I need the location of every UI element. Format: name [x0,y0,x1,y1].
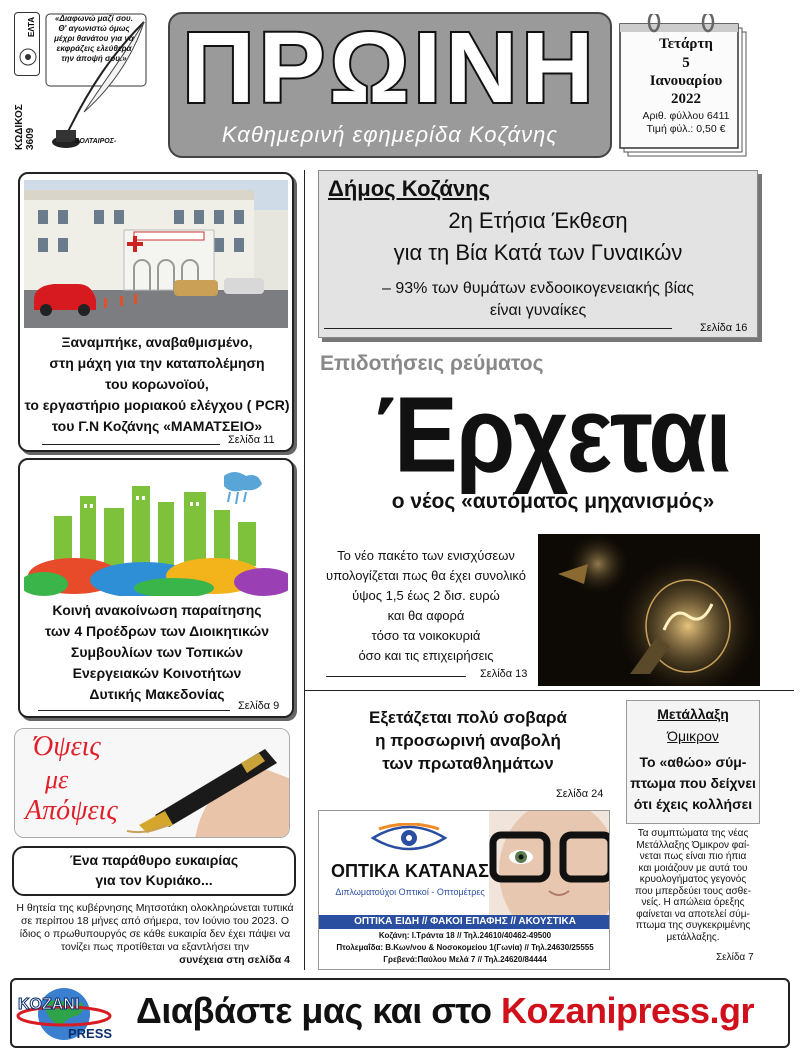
omicron-body-line: και μοιάζουν με αυτά του [638,862,748,874]
opinions-title-3: Απόψεις [25,795,118,826]
date-day: Τετάρτη [659,36,713,52]
date-month: Ιανουαρίου [649,73,723,89]
optics-address-grevena: Γρεβενά:Παύλου Μελά 7 // Τηλ.24620/84444 [383,955,547,964]
newspaper-title: ΠΡΩΙΝΗ [182,12,598,124]
sunday-article-box[interactable] [12,846,296,896]
energy-headline-line: Ενεργειακών Κοινοτήτων [72,665,242,681]
footer-text [136,990,754,1032]
hospital-article-card[interactable] [18,172,294,452]
sports-headline-line: η προσωρινή αναβολή [375,731,561,750]
opinions-panel[interactable] [14,728,290,838]
hospital-headline-line: του κορωνοϊού, [105,376,209,392]
electricity-body-line: υπολογίζεται πως θα έχει συνολικό [326,568,526,583]
optics-address-ptolemaida: Πτολεμαΐδα: Β.Κων/νου & Νοσοκομείου 1(Γωνία) // Τηλ.24630/25555 [336,943,594,952]
light-bulb-photo [538,534,760,686]
section-divider [304,690,794,691]
electricity-subhead: ο νέος «αυτόματος μηχανισμός» [391,490,715,513]
hospital-headline-line: του Γ.Ν Κοζάνης «ΜΑΜΑΤΣΕΙΟ» [51,418,263,434]
omicron-body-line: πτωμα της συγκεκριμένης [635,920,751,931]
eye-logo-icon [369,823,449,853]
omicron-body-line: που μπερδεύει τους ασθε- [634,885,752,897]
divider [42,444,220,445]
energy-article-card[interactable] [18,458,294,718]
page-reference: Σελίδα 7 [716,952,754,963]
logo-text-top: KOZANI [18,996,80,1013]
code-label: ΚΩΔΙΚΟΣ 3609 [14,104,36,150]
electricity-body-line: και θα αφορά [387,608,465,623]
omicron-headline-line: πτωμα που δείχνει [630,775,756,791]
footer-text-prefix: Διαβάστε μας και στο [136,990,501,1031]
masthead [0,0,800,165]
page-reference: Σελίδα 11 [228,434,275,446]
electricity-body-line: τόσο τα νοικοκυριά [371,628,481,643]
omicron-body-line: κρυολογήματος γεγονός [639,874,747,885]
page-reference: Σελίδα 16 [700,322,748,334]
omicron-body-line: μετάλλαξης. [666,931,720,943]
date-year: 2022 [671,91,701,107]
divider [324,328,672,329]
omicron-body-line: Τα συμπτώματα της νέας [637,828,749,839]
page-reference: Σελίδα 9 [238,700,280,712]
green-city-illustration [24,466,288,596]
optics-services: ΟΠΤΙΚΑ ΕΙΔΗ // ΦΑΚΟΙ ΕΠΑΦΗΣ // ΑΚΟΥΣΤΙΚΑ [319,915,610,929]
omicron-body-line: Μετάλλαξης Όμικρον φαί- [636,839,750,851]
omicron-body-line: φαίνεται να αποτελεί σύμ- [636,908,750,920]
dimos-kicker: Δήμος Κοζάνης [328,176,491,201]
footer-banner[interactable] [10,978,790,1048]
optics-tagline: Διπλωματούχοι Οπτικοί - Οπτομέτρες [335,887,485,897]
hospital-headline-line: το εργαστήριο μοριακού ελέγχου ( PCR) [24,397,290,413]
energy-headline-line: των 4 Προέδρων των Διοικητικών [44,623,269,639]
electricity-body-line: Το νέο πακέτο των ενισχύσεων [337,548,515,563]
sports-headline-line: Εξετάζεται πολύ σοβαρά [369,708,567,727]
dimos-headline-1: 2η Ετήσια Έκθεση [448,208,628,233]
energy-headline-line: Συμβουλίων των Τοπικών [70,644,244,660]
opinions-title-1: Όψεις [33,731,101,762]
page-reference: Σελίδα 24 [556,788,604,800]
woman-glasses-photo [489,811,610,915]
dimos-sub-1: – 93% των θυμάτων ενδοοικογενειακής βίας [382,280,694,297]
omicron-headline-line: Το «αθώο» σύμ- [639,754,747,770]
sunday-body: Η θητεία της κυβέρνησης Μητσοτάκη ολοκληρώνεται τυπικά σε περίπου 18 μήνες από σήμερα, τον Ιούνιο του 2023. Ο ίδιος ο πρωθυπουργός σε κάθε ευκαιρία δεν έχει πάψει να τονίζει πως προτίθεται να εξαντλήσει την [16,902,294,953]
dimos-sub-2: είναι γυναίκες [489,302,587,319]
energy-headline-line: Κοινή ανακοίνωση παραίτησης [52,602,262,618]
issue-number: Αριθ. φύλλου 6411 [642,110,730,122]
date-number: 5 [682,55,690,71]
optics-brand: ΟΠΤΙΚΑ ΚΑΤΑΝΑΣ [331,861,489,881]
column-divider [304,170,305,970]
page-reference: Σελίδα 13 [480,668,528,680]
energy-headline-line: Δυτικής Μακεδονίας [89,686,225,702]
opinions-title-2: με [45,765,69,794]
elta-stamp [14,12,40,76]
omicron-headline-line: ότι έχεις κολλήσει [633,796,753,812]
electricity-kicker: Επιδοτήσεις ρεύματος [320,352,544,375]
sunday-headline-line: για τον Κυριάκο... [95,872,213,888]
quote-text: «Διαφωνώ μαζί σου. Θ' αγωνιστώ όμως μέχρι θανάτου για να εκφράζεις ελεύθερα την άποψή σου.» [54,14,134,63]
electricity-body-line: ύψος 1,5 έως 2 δισ. ευρώ [352,588,500,603]
quote-author: -ΒΟΛΤΑΙΡΟΣ- [72,138,117,145]
hospital-photo [24,180,288,328]
omicron-kicker-1: Μετάλλαξη [657,706,729,722]
divider [38,710,230,711]
omicron-body-line: νείς. Η απώλεια όρεξης [641,897,745,908]
optics-address-kozani: Κοζάνη: Ι.Τράντα 18 // Τηλ.24610/40462-49500 [378,931,552,940]
omicron-body-line: νεται πως είναι πιο ήπια [639,851,747,862]
sunday-continued[interactable]: συνέχεια στη σελίδα 4 [179,954,290,966]
electricity-body-line: όσο και τις επιχειρήσεις [358,648,494,663]
omicron-kicker-2: Όμικρον [667,728,719,744]
stamp-icon [15,13,41,77]
sunday-headline-line: Ένα παράθυρο ευκαιρίας [69,852,239,868]
sports-headline-line: των πρωταθλημάτων [382,754,554,773]
newspaper-subtitle: Καθημερινή εφημερίδα Κοζάνης [221,122,559,147]
dimos-headline-2: για τη Βία Κατά των Γυναικών [393,240,683,265]
divider [326,676,466,677]
hospital-headline-line: στη μάχη για την καταπολέμηση [49,355,265,371]
hospital-headline-line: Ξαναμπήκε, αναβαθμισμένο, [61,334,253,350]
footer-site-link[interactable]: Kozanipress.gr [500,990,755,1031]
logo-text-bottom: PRESS [68,1026,113,1041]
issue-price: Τιμή φύλ.: 0,50 € [646,123,726,135]
electricity-headline: Έρχεται [376,375,730,495]
optics-advertisement[interactable] [318,810,610,970]
svg-text:ΕΛΤΑ: ΕΛΤΑ [27,16,36,38]
